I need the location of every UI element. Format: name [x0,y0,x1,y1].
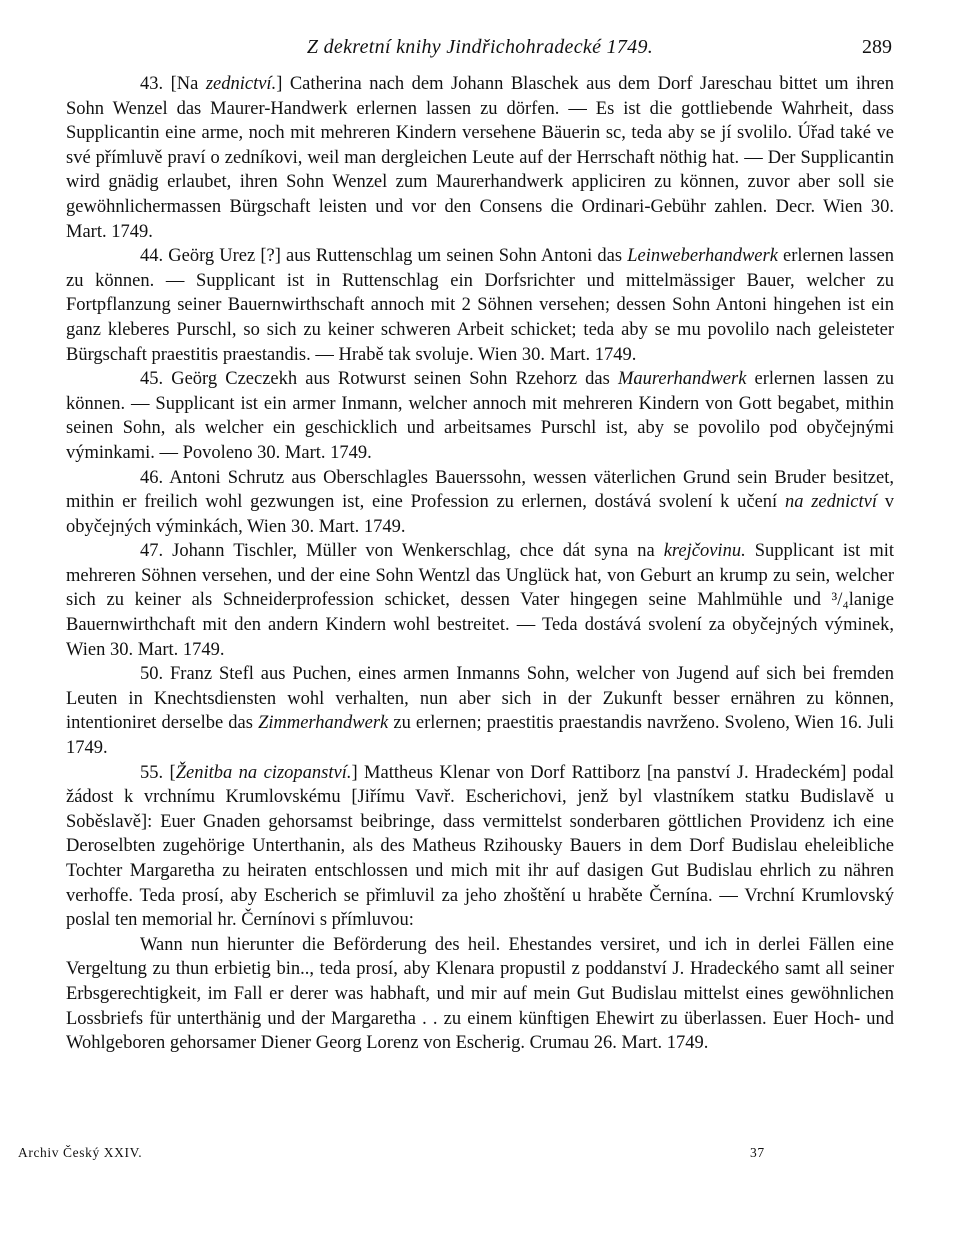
entry-45-text: erlernen lassen zu können. — Supplicant ist ein armer Inmann, welcher annoch mit mehreren Kindern von Gott begabet, mithin seinen Sohn, als welcher ein geschicklich und arbeitsames Purschl ist, aby se povolilo pod obyčejnými výminkami. — Povoleno 30. Mart. 1749. [66,369,894,463]
page-number: 289 [862,36,892,58]
page-header [66,30,894,72]
entry-47-italic: krejčovinu. [663,541,746,562]
entry-46-text: 46. Antoni Schrutz aus Oberschlagles Bauerssohn, wessen väterlichen Grund sein Bruder besitzet, mithin er freilich wohl gezwungen ist, eine Profession zu erlernen, dostává svolení k učení [66,467,894,513]
entry-55-text: 55. [ [140,762,176,783]
page-content [66,30,894,1056]
entry-43-italic: zednictví. [205,74,277,94]
entry-44 [66,244,894,367]
entry-43-text: ] Catherina nach dem Johann Blaschek aus dem Dorf Jareschau bittet um ihren Sohn Wenzel das Maurer-Handwerk erlernen lassen zu dörfen. — Es ist die gottliebende Wahrheit, dass Supplicantin eine arme, noch mit mehreren Kindern versehene Bäuerin sc, teda aby se jí svolilo. Úřad také ve své přímluvě praví o zedníkovi, weil man dergleichen Leute auf der Herrschaft nöthig hat. — Der Supplicantin wird gnädig erlaubet, ihren Sohn Wenzel zum Maurerhandwerk appliciren zu können, zuvor aber soll sie gewöhnlichermassen Bürgschaft leisten und vor den Consens die Ordinari-Gebühr zahlen. Decr. Wien 30. Mart. 1749. [66,74,894,242]
entry-44-italic: Leinweberhandwerk [627,246,778,267]
entry-47-text: Supplicant ist mit mehreren Söhnen versehen, und der eine Sohn Wentzl das Unglück hat, von Geburt an krump zu sein, welcher sich zu keiner als Schneiderprofession schicket, dessen Vater hingegen seine Mahlmühle und ³/₄lanige Bauernwirthchaft mit den andern Kindern wohl bestreitet. — Teda dostává svolení za obyčejných výminek, Wien 30. Mart. 1749. [66,541,895,660]
entry-45-text: 45. Geörg Czeczekh aus Rotwurst seinen Sohn Rzehorz das [140,369,618,390]
entry-47 [66,539,894,662]
entry-50 [66,662,894,760]
entry-50-text: 50. Franz Stefl aus Puchen, eines armen Inmanns Sohn, welcher von Jugend auf sich bei fremden Leuten in Knechtsdiensten wohl verhalten, nun aber sich in der Zukunft besser ernähren zu können, intentioniret derselbe das [66,664,894,734]
entry-55-italic: Ženitba na cizopanství. [175,762,352,783]
entry-45-italic: Maurerhandwerk [617,369,747,390]
entry-46-italic: na zednictví [784,492,877,513]
running-title: Z dekretní knihy Jindřichohradecké 1749. [306,36,654,58]
entry-55-text: ] Mattheus Klenar von Dorf Rattiborz [na panství J. Hradeckém] podal žádost k vrchnímu Krumlovskému [Jiřímu Vavř. Escherichovi, jenž byl vlastníkem statku Budislavě u Soběslavě]: Euer Gnaden gehorsamst beibringe, dass vermittelst sonderbaren göttlichen Providenz ich eine Deroselbten zugehörige Unterthanin, als des Matheus Rzihousky Bauers in dem Dorf Budislau eheleibliche Tochter Margaretha zu heiraten entschlossen und mich mit ihr auf dasigen Gut Budislau ehrlich zu nähren verhoffe. Teda prosí, aby Escherich se přimluvil za jeho zhoštění u hraběte Černína. — Vrchní Krumlovský poslal ten memorial hr. Černínovi s přímluvou: [66,762,894,931]
entry-47-text: 47. Johann Tischler, Müller von Wenkerschlag, chce dát syna na [140,541,664,562]
entry-44-text: 44. Geörg Urez [?] aus Ruttenschlag um seinen Sohn Antoni das [140,246,628,267]
document-body [66,72,894,1056]
sheet-number: 37 [750,1145,765,1160]
entry-45 [66,367,894,465]
entry-46 [66,466,894,540]
entry-55 [66,761,894,933]
entry-44-text: erlernen lassen zu können. — Supplicant ist in Ruttenschlag ein Dorfsrichter und mittelmässiger Bauer, welcher zu Fortpflanzung seiner Bauernwirthschaft annoch mit 2 Söhnen versehen; dessen Sohn Antoni hingehen ist ein ganz kleberes Purschl, so sich zu keiner schweren Arbeit schicket; teda aby se mu povolilo nach geleisteter Bürgschaft praestitis praestandis. — Hrabě tak svoluje. Wien 30. Mart. 1749. [66,246,894,365]
printer-signature: Archiv Český XXIV. [18,1145,143,1160]
letter-quotation [66,933,894,1056]
entry-43 [66,72,894,244]
letter-text: Wann nun hierunter die Beförderung des heil. Ehestandes versiret, und ich in derlei Fällen eine Vergeltung zu thun erbietig bin.., teda prosí, aby Klenara propustil z poddanství J. Hradeckého samt all seiner Erbsgerechtigkeit, im Fall er derer was habhaft, und mir auf mein Gut Budislau mittelst eines gewöhnlichen Lossbriefs für unterthänig und der Margaretha . . zu einem künftigen Ehewirt zu überlassen. Euer Hoch- und Wohlgeboren gehorsamer Diener Georg Lorenz von Escherig. Crumau 26. Mart. 1749. [66,934,894,1054]
entry-50-text: zu erlernen; praestitis praestandis navrženo. Svoleno, Wien 16. Juli 1749. [66,713,894,759]
entry-50-italic: Zimmerhandwerk [258,713,389,734]
entry-46-text: v obyčejných výminkách, Wien 30. Mart. 1749. [66,492,894,537]
entry-43-text: 43. [Na [140,74,206,94]
